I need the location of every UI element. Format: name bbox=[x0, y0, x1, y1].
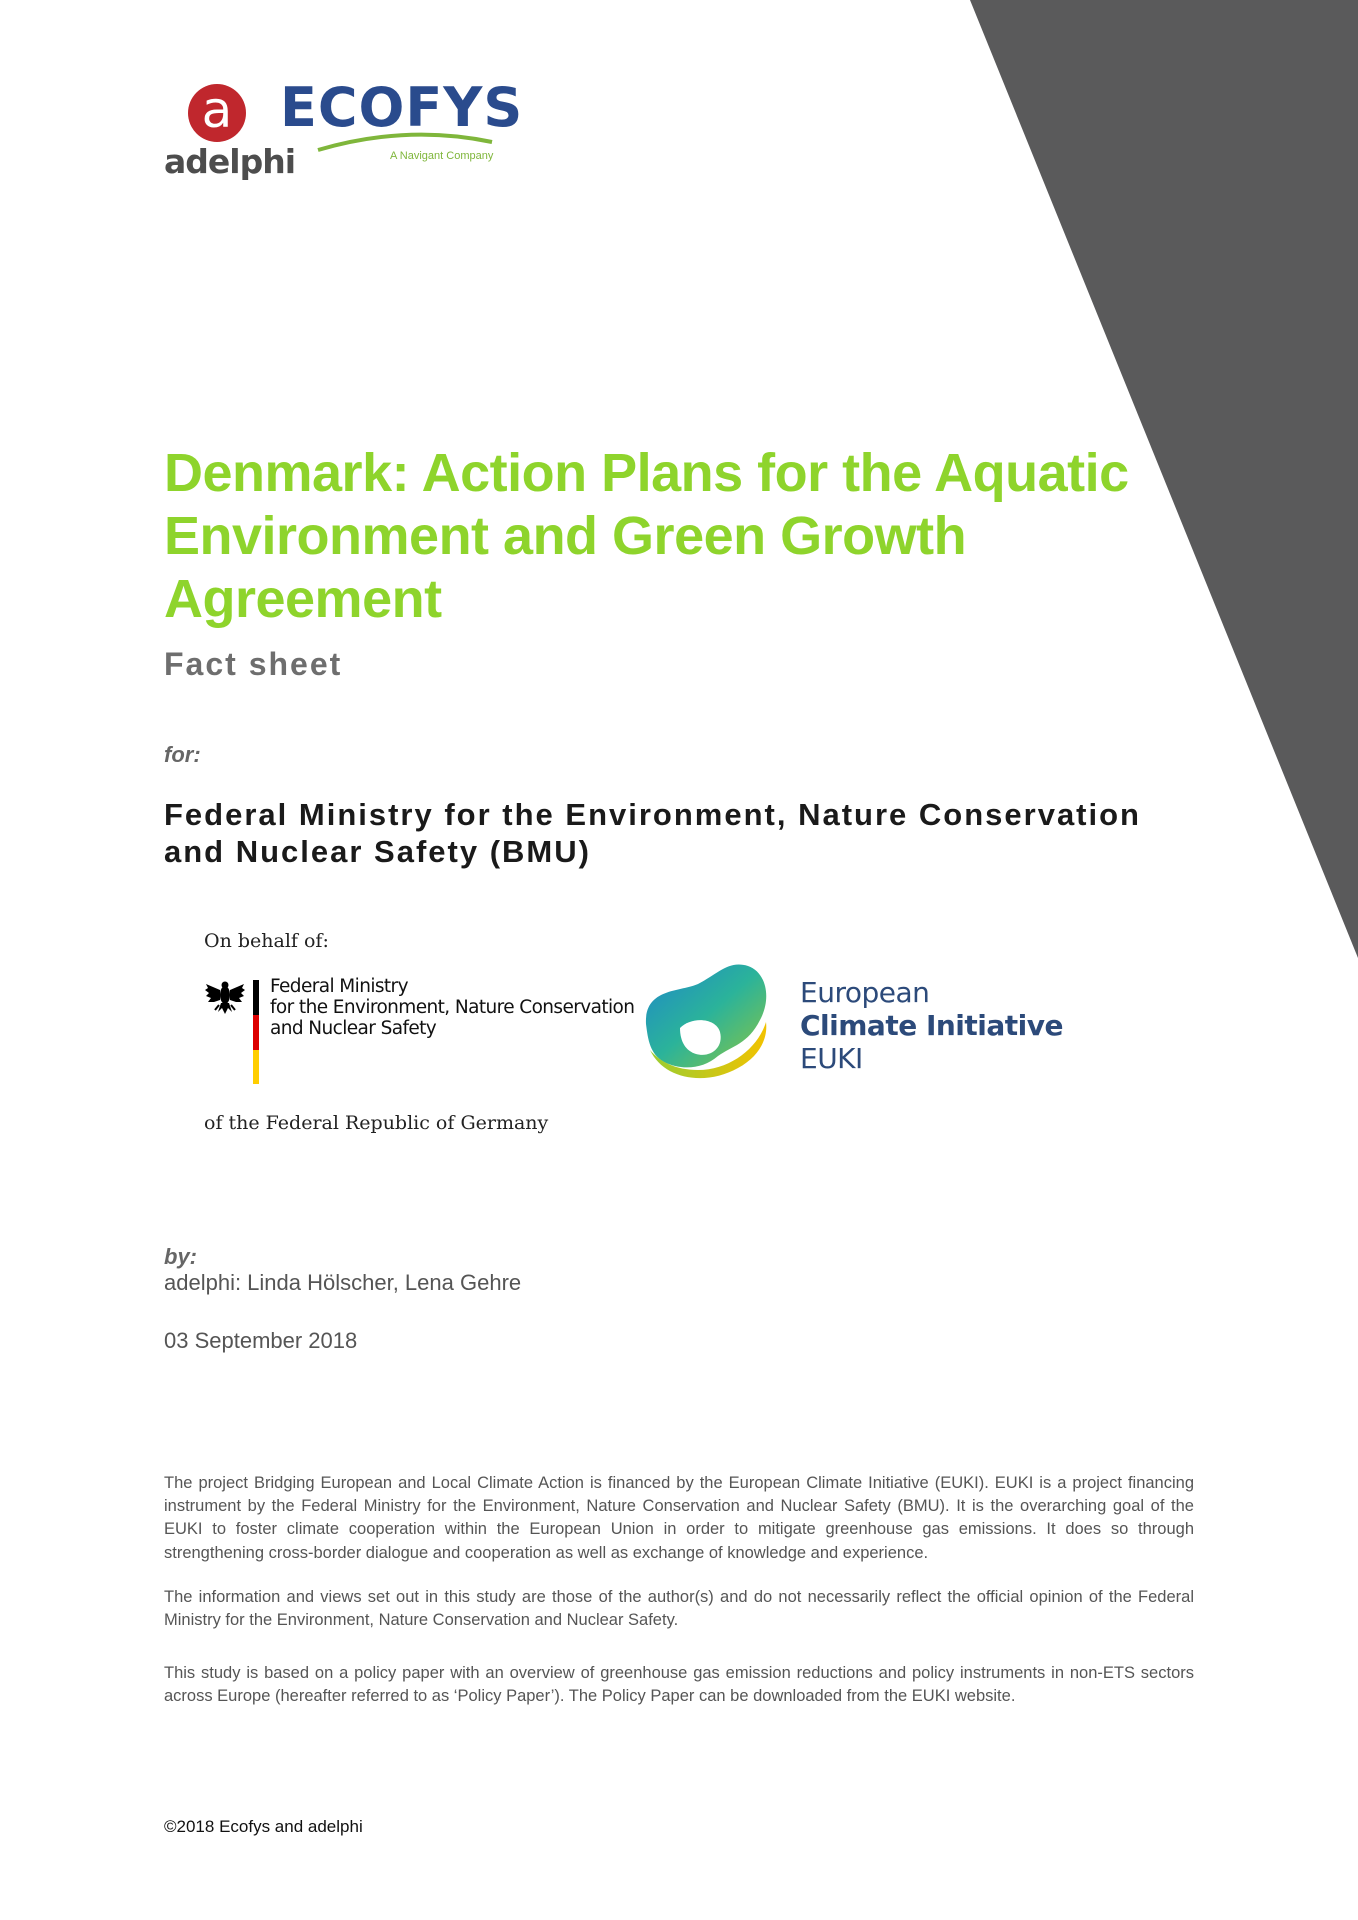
adelphi-logo bbox=[164, 80, 294, 180]
euki-line-climate-initiative: Climate Initiative bbox=[800, 1009, 1063, 1042]
funding-paragraph: The project Bridging European and Local Climate Action is financed by the European Climate Initiative (EUKI). EUKI is a project financing instrument by the Federal Ministry for the Environment, Nature Conservation and Nuclear Safety (BMU). It is the overarching goal of the EUKI to foster climate cooperation within the European Union in order to mitigate greenhouse gas emissions. It does so through strengthening cross-border dialogue and cooperation as well as exchange of knowledge and experience. bbox=[164, 1474, 1194, 1562]
german-flag-bar bbox=[253, 980, 259, 1084]
on-behalf-label: On behalf of: bbox=[204, 930, 329, 952]
for-label: for: bbox=[164, 742, 201, 767]
federal-eagle-icon bbox=[204, 978, 246, 1020]
publication-date: 03 September 2018 bbox=[164, 1328, 358, 1353]
policy-paper-paragraph: This study is based on a policy paper with an overview of greenhouse gas emission reductions and policy instruments in non-ETS sectors across Europe (hereafter referred to as ‘Policy Paper’). The Policy Paper can be downloaded from the EUKI website. bbox=[164, 1664, 1194, 1706]
copyright: ©2018 Ecofys and adelphi bbox=[164, 1817, 363, 1836]
by-label: by: bbox=[164, 1244, 197, 1269]
bmu-line: and Nuclear Safety bbox=[270, 1018, 437, 1039]
euki-emblem-icon bbox=[640, 958, 775, 1090]
document-subtitle: Fact sheet bbox=[164, 646, 343, 682]
ministry-line: and Nuclear Safety (BMU) bbox=[164, 834, 591, 869]
document-title bbox=[164, 442, 1164, 631]
disclaimer-paragraph: The information and views set out in this study are those of the author(s) and do not necessarily reflect the official opinion of the Federal Ministry for the Environment, Nature Conservation and Nuclear Safety. bbox=[164, 1588, 1194, 1630]
euki-line-euki: EUKI bbox=[800, 1042, 863, 1075]
title-line: Agreement bbox=[164, 569, 442, 629]
adelphi-logo-wordmark: adelphi bbox=[164, 142, 296, 181]
title-line: Environment and Green Growth bbox=[164, 506, 967, 566]
authors: adelphi: Linda Hölscher, Lena Gehre bbox=[164, 1270, 522, 1295]
euki-logo-text bbox=[800, 976, 1063, 1075]
client-ministry bbox=[164, 796, 1174, 870]
bmu-line: Federal Ministry bbox=[270, 976, 408, 997]
title-line: Denmark: Action Plans for the Aquatic bbox=[164, 443, 1129, 503]
adelphi-logo-mark: a bbox=[188, 84, 246, 142]
bmu-logo-text bbox=[270, 976, 634, 1039]
ecofys-tagline: A Navigant Company bbox=[390, 150, 494, 162]
euki-line-european: European bbox=[800, 976, 930, 1009]
ecofys-logo-wordmark: ECOFYS bbox=[280, 76, 524, 139]
ecofys-logo bbox=[280, 76, 524, 166]
republic-label: of the Federal Republic of Germany bbox=[204, 1112, 549, 1134]
ministry-line: Federal Ministry for the Environment, Nature Conservation bbox=[164, 797, 1141, 832]
bmu-line: for the Environment, Nature Conservation bbox=[270, 997, 635, 1018]
